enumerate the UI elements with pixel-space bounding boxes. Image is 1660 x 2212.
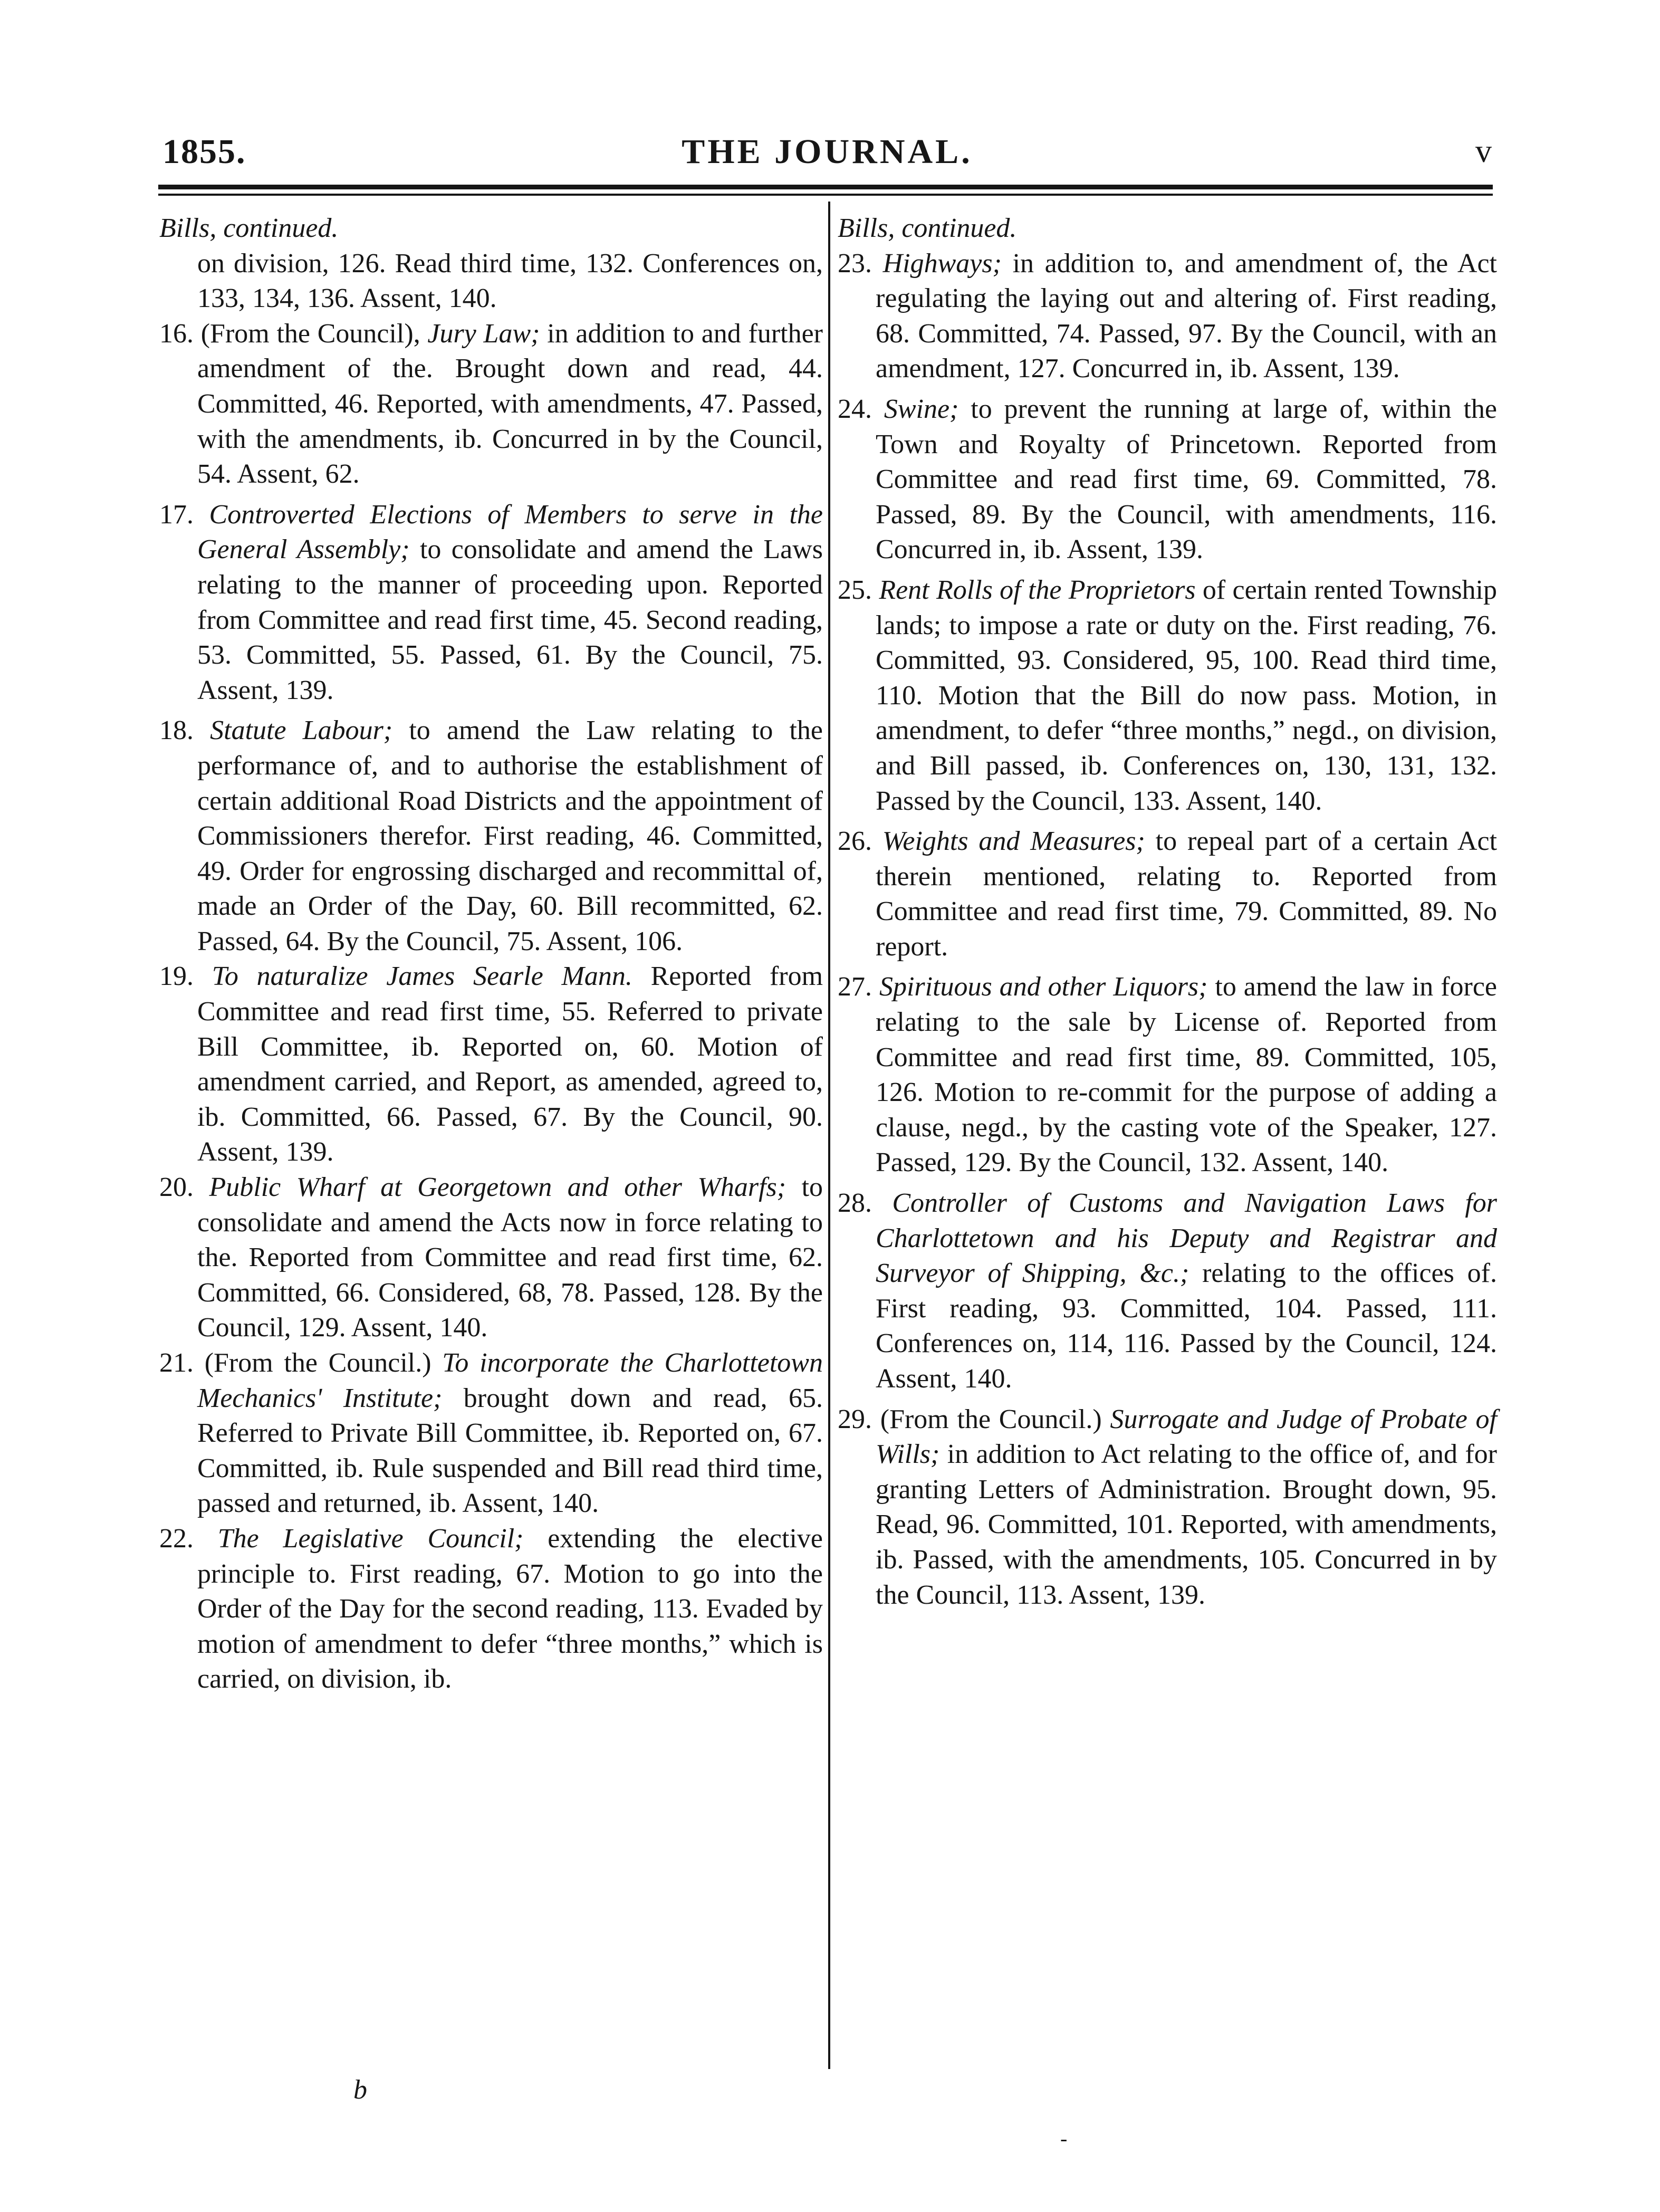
bill-entry-21 [159, 1346, 823, 1521]
bill-title: The Legislative Council; [217, 1523, 524, 1554]
bill-text: in addition to, and amendment of, the Act regulating the laying out and altering of. First reading, 68. Committed, 74. Passed, 97. By the Council, with an amendment, 127. Concurred in, ib. Assent, 139. [876, 248, 1497, 384]
bill-title: Public Wharf at Georgetown and other Wharfs; [209, 1172, 786, 1203]
bill-title: Swine; [884, 394, 959, 424]
bill-entry-18 [159, 713, 823, 959]
bill-title: Spirituous and other Liquors; [879, 972, 1208, 1002]
bill-title: To naturalize James Searle Mann. [212, 961, 632, 992]
left-lead-continuation: on division, 126. Read third time, 132. Conferences on, 133, 134, 136. Assent, 140. [197, 248, 823, 314]
bill-entry-26 [838, 824, 1497, 964]
bill-text: brought down and read, 65. Referred to Private Bill Committee, ib. Reported on, 67. Committed, ib. Rule suspended and Bill read third time, passed and returned, ib. Assent, 140. [197, 1383, 823, 1519]
bill-title: Highways; [882, 248, 1002, 279]
header-year: 1855. [162, 132, 246, 171]
bill-number: 19. [159, 961, 194, 992]
bill-number: 28. [838, 1188, 872, 1219]
bill-number: 25. [838, 574, 872, 605]
bill-text: to repeal part of a certain Act therein mentioned, relating to. Reported from Committee and read first time, 79. Committed, 89. No report. [876, 826, 1498, 962]
bill-number: 29. [838, 1404, 872, 1434]
bill-text: in addition to and further amendment of the. Brought down and read, 44. Committed, 46. Reported, with amendments, 47. Passed, with the amendments, ib. Concurred in by the Council, 54. Assent, 62. [197, 318, 823, 490]
bill-number: 27. [838, 972, 872, 1002]
running-header [162, 132, 1492, 190]
right-column [838, 211, 1497, 1613]
bill-text: relating to the offices of. First reading, 93. Committed, 104. Passed, 111. Conferences on, 114, 116. Passed by the Council, 124. Assent, 140. [876, 1258, 1497, 1394]
bill-number: 23. [838, 248, 872, 279]
bill-number: 16. [159, 318, 194, 349]
bill-entry-24 [838, 392, 1497, 568]
bill-entry-23 [838, 246, 1497, 387]
bill-prefix: (From the Council.) [880, 1404, 1110, 1434]
bill-title: To incorporate the Charlottetown Mechanics' Institute; [197, 1348, 823, 1413]
bill-number: 18. [159, 715, 194, 746]
bill-number: 22. [159, 1523, 194, 1554]
bill-number: 17. [159, 499, 194, 530]
bill-text: to prevent the running at large of, within the Town and Royalty of Princetown. Reported from Committee and read first time, 69. Committed, 78. Passed, 89. By the Council, with amendments, 116. Concurred in, ib. Assent, 139. [876, 394, 1497, 565]
left-continued-heading: Bills, continued. [159, 213, 339, 243]
bill-text: in addition to Act relating to the office of, and for granting Letters of Administration. Brought down, 95. Read, 96. Committed, 101. Reported, with amendments, ib. Passed, with the amendments, 105. Concurred in by the Council, 113. Assent, 139. [876, 1439, 1497, 1610]
bill-text: to consolidate and amend the Acts now in force relating to the. Reported from Committee and read first time, 62. Committed, 66. Considered, 68, 78. Passed, 128. By the Council, 129. Assent, 140. [197, 1172, 823, 1343]
bill-entry-28 [838, 1186, 1497, 1397]
bill-text: to amend the law in force relating to the sale by License of. Reported from Committee and read first time, 89. Committed, 105, 126. Motion to re-commit for the purpose of adding a clause, negd., by the casting vote of the Speaker, 127. Passed, 129. By the Council, 132. Assent, 140. [876, 972, 1498, 1178]
bill-text: to consolidate and amend the Laws relating to the manner of proceeding upon. Reported from Committee and read first time, 45. Second reading, 53. Committed, 55. Passed, 61. By the Council, 75. Assent, 139. [197, 534, 823, 705]
bill-number: 20. [159, 1172, 194, 1203]
bill-entry-19 [159, 959, 823, 1170]
bill-entry-29 [838, 1402, 1497, 1613]
bill-entry-25 [838, 573, 1497, 819]
header-page-numeral: v [1475, 133, 1492, 169]
header-title: THE JOURNAL. [682, 132, 973, 171]
bill-number: 21. [159, 1348, 194, 1378]
bill-text: Reported from Committee and read first time, 55. Referred to private Bill Committee, ib. Reported on, 60. Motion of amendment carried, and Report, as amended, agreed to, ib. Committed, 66. Passed, 67. By the Council, 90. Assent, 139. [197, 961, 823, 1167]
bill-entry-17 [159, 497, 823, 708]
signature-mark: b [353, 2075, 367, 2105]
bill-text: extending the elective principle to. First reading, 67. Motion to go into the Order of the Day for the second reading, 113. Evaded by motion of amendment to defer “three months,” which is carried, on division, ib. [197, 1523, 823, 1694]
bill-text: to amend the Law relating to the performance of, and to authorise the establishment of certain additional Road Districts and the appointment of Commissioners therefor. First reading, 46. Committed, 49. Order for engrossing discharged and recommittal of, made an Order of the Day, 60. Bill recommitted, 62. Passed, 64. By the Council, 75. Assent, 106. [197, 715, 823, 956]
bill-title: Statute Labour; [210, 715, 393, 746]
right-continued-heading: Bills, continued. [838, 213, 1017, 243]
bill-number: 24. [838, 394, 872, 424]
left-column [159, 211, 823, 1697]
header-rule-thin [158, 194, 1493, 196]
bill-entry-22 [159, 1521, 823, 1697]
bill-entry-16 [159, 317, 823, 492]
bill-prefix: (From the Council), [200, 318, 428, 349]
bill-entry-20 [159, 1170, 823, 1346]
bill-title: Controller of Customs and Navigation Laws for Charlottetown and his Deputy and Registrar and Surveyor of Shipping, &c.; [876, 1188, 1498, 1289]
column-divider [828, 202, 830, 2069]
bill-title: Weights and Measures; [882, 826, 1145, 857]
bill-title: Surrogate and Judge of Probate of Wills; [876, 1404, 1497, 1470]
footer-dash: - [1060, 2127, 1068, 2150]
bill-text: of certain rented Township lands; to impose a rate or duty on the. First reading, 76. Committed, 93. Considered, 95, 100. Read third time, 110. Motion that the Bill do now pass. Motion, in amendment, to defer “three months,” negd., on division, and Bill passed, ib. Conferences on, 130, 131, 132. Passed by the Council, 133. Assent, 140. [876, 574, 1497, 816]
bill-prefix: (From the Council.) [204, 1348, 443, 1378]
bill-title: Jury Law; [427, 318, 540, 349]
header-rule-thick [158, 185, 1493, 189]
bill-entry-27 [838, 970, 1497, 1181]
bill-title: Rent Rolls of the Proprietors [879, 574, 1196, 605]
bill-number: 26. [838, 826, 872, 857]
bill-title: Controverted Elections of Members to serve in the General Assembly; [197, 499, 823, 565]
